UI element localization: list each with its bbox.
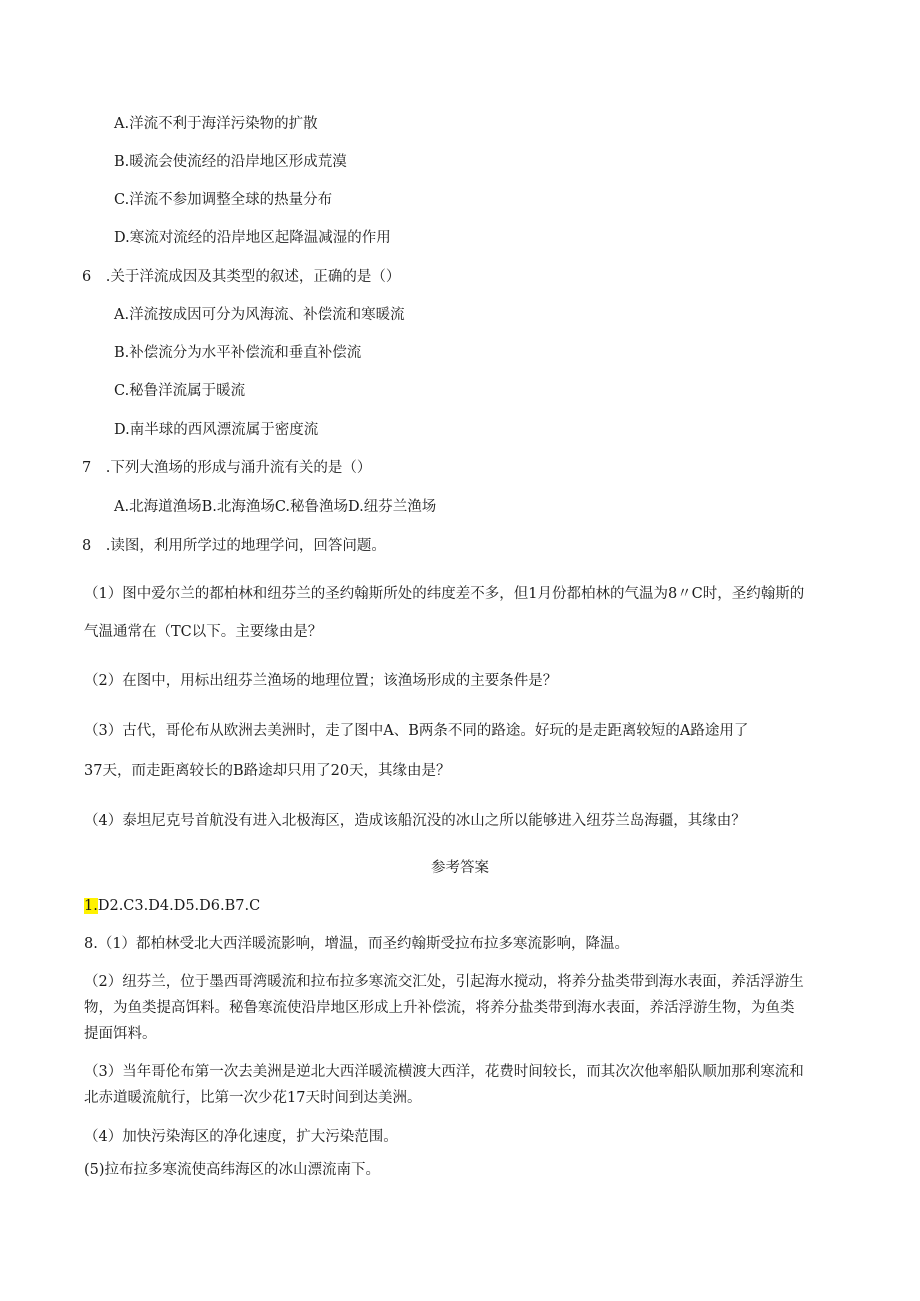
q6-option-c: C.秘鲁洋流属于暖流 [114, 383, 246, 399]
q8-part-2: （2）在图中，用标出纽芬兰渔场的地理位置；该渔场形成的主要条件是？ [84, 673, 558, 689]
question-6-stem: 6 .关于洋流成因及其类型的叙述，正确的是（） [82, 269, 401, 285]
question-8-stem: 8 .读图，利用所学过的地理学问，回答问题。 [82, 538, 386, 554]
q5-option-d: D.寒流对流经的沿岸地区起降温减湿的作用 [114, 230, 391, 246]
q6-option-b: B.补偿流分为水平补偿流和垂直补偿流 [114, 345, 362, 361]
q5-option-a: A.洋流不利于海洋污染物的扩散 [114, 116, 318, 132]
q8-part-3-line-1: （3）古代，哥伦布从欧洲去美洲时，走了图中A、B两条不同的路途。好玩的是走距离较短的A路途用了 [84, 723, 749, 739]
answer-8-2-line-1: （2）纽芬兰，位于墨西哥湾暖流和拉布拉多寒流交汇处，引起海水搅动，将养分盐类带到海水表面，养活浮游生 [84, 974, 804, 990]
answer-8-3-line-1: （3）当年哥伦布第一次去美洲是逆北大西洋暖流横渡大西洋，花费时间较长，而其次次他率船队顺加那利寒流和 [84, 1064, 804, 1080]
answer-8-5: (5)拉布拉多寒流使高纬海区的冰山漂流南下。 [84, 1162, 381, 1178]
q7-options: A.北海道渔场B.北海渔场C.秘鲁渔场D.纽芬兰渔场 [114, 499, 437, 515]
question-7-stem: 7 .下列大渔场的形成与涌升流有关的是（） [82, 460, 372, 476]
q5-option-c: C.洋流不参加调整全球的热量分布 [114, 192, 333, 208]
q8-part-3-line-2: 37天，而走距离较长的B路途却只用了20天，其缘由是？ [84, 763, 451, 779]
mc-answers [84, 896, 260, 916]
mc-answers-rest: D2.C3.D4.D5.D6.B7.C [97, 898, 261, 914]
answer-8-2-line-3: 提面饵料。 [84, 1026, 157, 1042]
answer-8-4: （4）加快污染海区的净化速度，扩大污染范围。 [84, 1129, 398, 1145]
q5-option-b: B.暖流会使流经的沿岸地区形成荒漠 [114, 154, 347, 170]
answer-key-title: 参考答案 [431, 860, 489, 876]
mc-answers-highlight: 1. [84, 898, 98, 914]
answer-8-1: 8.（1）都柏林受北大西洋暖流影响，增温，而圣约翰斯受拉布拉多寒流影响，降温。 [84, 936, 630, 952]
q8-part-4: （4）泰坦尼克号首航没有进入北极海区，造成该船沉没的冰山之所以能够进入纽芬兰岛海疆，其缘由？ [84, 813, 746, 829]
q8-part-1-line-2: 气温通常在（TC以下。主要缘由是？ [84, 624, 323, 640]
q6-option-a: A.洋流按成因可分为风海流、补偿流和寒暖流 [114, 307, 405, 323]
answer-8-2-line-2: 物，为鱼类提高饵料。秘鲁寒流使沿岸地区形成上升补偿流，将养分盐类带到海水表面，养活浮游生物，为鱼类 [84, 1000, 795, 1016]
answer-8-3-line-2: 北赤道暖流航行，比第一次少花17天时间到达美洲。 [84, 1090, 422, 1106]
q6-option-d: D.南半球的西风漂流属于密度流 [114, 422, 319, 438]
q8-part-1-line-1: （1）图中爱尔兰的都柏林和纽芬兰的圣约翰斯所处的纬度差不多，但1月份都柏林的气温为8〃C时，圣约翰斯的 [84, 586, 805, 602]
